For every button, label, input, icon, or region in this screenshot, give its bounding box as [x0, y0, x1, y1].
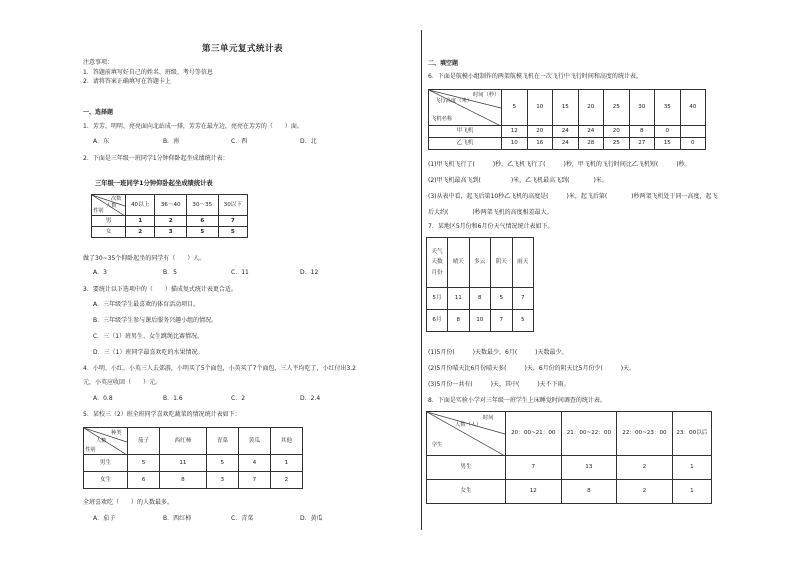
q7-cell: 7	[491, 310, 513, 332]
q8-diag-header	[427, 412, 506, 456]
notes-heading: 注意事项：	[83, 59, 114, 66]
q7-row-label: 5月	[427, 288, 448, 310]
q5-col-header: 其他	[270, 428, 302, 455]
q6-cell: 0	[680, 138, 706, 150]
q8-row-label: 女生	[427, 480, 506, 504]
q8-diag-left: 学生	[432, 442, 443, 448]
q5-row-label: 女生	[84, 472, 128, 489]
q2-col-header: 30～35	[186, 195, 218, 216]
q1-option-a[interactable]: A．东	[93, 138, 110, 145]
q6-diag-top: 时间（秒）	[473, 92, 500, 98]
q5-option-d[interactable]: D．黄瓜	[300, 515, 323, 522]
q5-cell: 7	[238, 472, 270, 489]
q5-option-a[interactable]: A．茄子	[93, 515, 116, 522]
q2-diag-left: 性别	[93, 208, 104, 214]
q8-cell: 1	[672, 456, 711, 480]
section-2-heading: 二、填空题	[428, 60, 459, 67]
page-title: 第三单元复式统计表	[202, 44, 284, 54]
q4-option-b[interactable]: B．1.6	[163, 395, 183, 402]
q2-table	[91, 194, 248, 238]
q6-col-header: 40	[680, 90, 706, 126]
q7-col-header: 雨天	[512, 238, 534, 288]
q6-cell: 24	[553, 126, 579, 138]
q6-fill-3b: 后大约( )秒两架飞机的高度相差最大。	[428, 209, 553, 216]
q4-option-a[interactable]: A．0.8	[93, 395, 113, 402]
q4-text-line2: 元，小英应收回（ ）元。	[83, 379, 162, 386]
q1-option-d[interactable]: D．北	[300, 138, 317, 145]
q2-cell: 7	[218, 216, 247, 227]
q3-option-d[interactable]: D．三（1）班同学最喜欢吃的水果情况。	[93, 349, 204, 356]
q6-col-header: 35	[655, 90, 681, 126]
q7-fill-3: (3)5月份一共有( )天，其中( )天不下雨。	[428, 381, 570, 388]
q8-cell: 1	[672, 480, 711, 504]
q6-cell: 28	[578, 138, 604, 150]
q6-cell: 27	[629, 138, 655, 150]
q6-cell: 24	[553, 138, 579, 150]
q3-option-b[interactable]: B．三年级学生参与课后服务兴趣小组的情况。	[93, 317, 218, 324]
q5-diag-top: 种类	[111, 430, 122, 436]
q7-cell: 11	[448, 288, 470, 310]
q8-col-header: 20：00~21：00	[506, 412, 562, 456]
q8-col-header: 21：00~22：00	[561, 412, 617, 456]
q7-cell: 7	[512, 288, 534, 310]
q5-cell: 6	[128, 472, 160, 489]
q8-diag-mid: 人数（人）	[455, 422, 482, 428]
q2-col-header: 30以下	[218, 195, 247, 216]
q6-table	[428, 89, 706, 150]
q6-cell: 20	[604, 126, 630, 138]
q5-table	[83, 427, 303, 489]
q7-corner-1: 天气	[431, 248, 443, 255]
q2-cell: 3	[155, 227, 187, 238]
q5-option-c[interactable]: C．青菜	[231, 515, 254, 522]
q6-text: 6．下面是航模小组制作的两架航模飞机在一次飞行中飞行时间和高度的统计表。	[428, 73, 642, 80]
q4-option-d[interactable]: D．2.4	[300, 395, 321, 402]
q6-diag-left: 飞机名称	[431, 116, 453, 122]
q5-cell: 1	[270, 455, 302, 472]
q7-row-label: 6月	[427, 310, 448, 332]
q3-option-a[interactable]: A．三年级学生最喜欢的体育活动项目。	[93, 301, 200, 308]
q2-cell: 5	[186, 227, 218, 238]
q5-cell: 5	[128, 455, 160, 472]
q6-cell: 20	[527, 126, 553, 138]
q8-col-header: 22：00~23：00	[617, 412, 673, 456]
q7-text: 7．某地区5月份和6月份天气情况统计表如下。	[428, 223, 554, 230]
q2-option-d[interactable]: D．12	[300, 269, 319, 276]
q6-row-label: 乙飞机	[429, 138, 502, 150]
q5-col-header: 青菜	[206, 428, 238, 455]
q7-cell: 5	[491, 288, 513, 310]
q5-option-b[interactable]: B．西红柿	[163, 515, 192, 522]
q2-cell: 1	[126, 216, 155, 227]
q8-text: 8．下面是实验小学对三年级一班学生上床睡觉时间调查的统计表。	[428, 397, 606, 404]
q3-text: 3．要统计以下选项中的（ ）描成复式统计表更合适。	[83, 286, 237, 293]
q6-cell	[680, 126, 706, 138]
q2-option-c[interactable]: C．11	[231, 269, 249, 276]
q5-cell: 11	[160, 455, 207, 472]
q2-cell: 6	[186, 216, 218, 227]
q6-cell: 15	[655, 138, 681, 150]
q7-fill-1: (1)5月份( )天数最少，6月( )天数最少。	[428, 349, 568, 356]
q2-question: 做了30~35个仰卧起坐的同学有（ ）人。	[83, 255, 206, 262]
q7-corner-2: 天数	[431, 259, 443, 266]
q7-cell: 10	[469, 310, 491, 332]
q2-row-label: 女	[92, 227, 126, 238]
q5-cell: 4	[238, 455, 270, 472]
q6-fill-1: (1)甲飞机飞行了( )秒，乙飞机飞行了( )秒，甲飞机的飞行时间比乙飞机短( )秒。	[428, 161, 691, 168]
column-divider	[421, 30, 422, 530]
q6-col-header: 20	[578, 90, 604, 126]
q8-col-header: 23：00以后	[672, 412, 711, 456]
q8-cell: 2	[617, 480, 673, 504]
q7-col-header: 多云	[469, 238, 491, 288]
notes-line-1: 1．答题前填写好自己的姓名、班级、考号等信息	[83, 69, 213, 76]
q2-col-header: 36～40	[155, 195, 187, 216]
q2-row-label: 男	[92, 216, 126, 227]
q5-col-header: 西红柿	[160, 428, 207, 455]
q6-fill-2: (2)甲飞机最高飞到( )米，乙飞机最高飞到( )米。	[428, 177, 608, 184]
q5-row-label: 男生	[84, 455, 128, 472]
q2-option-b[interactable]: B．5	[163, 269, 177, 276]
section-1-heading: 一、选择题	[83, 109, 114, 116]
q8-table	[426, 411, 712, 504]
q6-cell: 16	[527, 138, 553, 150]
q6-cell: 12	[502, 126, 528, 138]
q2-cell: 5	[218, 227, 247, 238]
q6-col-header: 10	[527, 90, 553, 126]
q6-diag-header	[429, 90, 502, 126]
q2-diag-header	[92, 195, 126, 216]
q5-diag-left: 性别	[85, 447, 96, 453]
q5-cell: 5	[206, 455, 238, 472]
q6-cell: 24	[578, 126, 604, 138]
q2-option-a[interactable]: A．3	[93, 269, 107, 276]
q5-cell: 2	[270, 472, 302, 489]
q6-cell: 8	[629, 126, 655, 138]
q8-cell: 2	[617, 456, 673, 480]
q7-corner-header	[427, 238, 448, 288]
q7-fill-2: (2)5月份晴天比6月份晴天多( )天，6月份的阴天比5月份少( )天。	[428, 365, 636, 372]
q6-col-header: 5	[502, 90, 528, 126]
q5-text: 5．某校三（2）班全班同学喜欢吃蔬菜的情况统计表如下：	[83, 411, 241, 418]
q5-col-header: 黄瓜	[238, 428, 270, 455]
q1-text: 1．芳芳、明明、亮亮面向北站成一排，芳芳在最左边，亮亮在芳芳的（ ）面。	[83, 123, 303, 130]
q2-table-title: 三年级一班同学1分钟仰卧起坐成绩统计表	[95, 180, 213, 187]
q8-row-label: 男生	[427, 456, 506, 480]
q4-option-c[interactable]: C．2	[231, 395, 246, 402]
q7-cell: 5	[512, 310, 534, 332]
q7-cell: 8	[469, 288, 491, 310]
q8-cell: 7	[506, 456, 562, 480]
q5-question: 全班喜欢吃（ ）的人数最多。	[83, 499, 174, 506]
notes-line-2: 2．请将答案正确填写在答题卡上	[83, 78, 171, 85]
q2-diag-top: 次数	[111, 196, 122, 202]
q8-cell: 13	[561, 456, 617, 480]
q6-row-label: 甲飞机	[429, 126, 502, 138]
q6-col-header: 25	[604, 90, 630, 126]
q7-cell: 8	[448, 310, 470, 332]
q2-cell: 2	[155, 216, 187, 227]
q6-diag-mid: 飞行高度（米）	[435, 98, 473, 104]
q7-col-header: 阴天	[491, 238, 513, 288]
q6-col-header: 15	[553, 90, 579, 126]
q3-option-c[interactable]: C．三（1）班男生、女生跳绳比赛情况。	[93, 333, 204, 340]
q6-cell: 10	[502, 138, 528, 150]
q5-diag-header	[84, 428, 128, 455]
q6-cell: 25	[604, 138, 630, 150]
q6-fill-3a: (3)从表中看，起飞后第10秒乙飞机的高度是( )米，起飞后第( )秒两架飞机处于同一高度，起飞	[428, 193, 718, 200]
q2-diag-mid: 人数	[106, 203, 117, 209]
q7-col-header: 晴天	[448, 238, 470, 288]
q6-col-header: 30	[629, 90, 655, 126]
q8-cell: 12	[506, 480, 562, 504]
q5-cell: 8	[160, 472, 207, 489]
q5-diag-mid: 人数	[96, 438, 107, 444]
q2-cell: 2	[126, 227, 155, 238]
q1-option-c[interactable]: C．西	[231, 138, 248, 145]
q5-cell: 3	[206, 472, 238, 489]
q2-col-header: 40以上	[126, 195, 155, 216]
q5-col-header: 茄子	[128, 428, 160, 455]
q8-diag-top: 时间	[483, 415, 494, 421]
q7-table	[426, 237, 534, 332]
q1-option-b[interactable]: B．南	[163, 138, 180, 145]
q2-text: 2．下面是三年级一班同学1分钟仰卧起坐成绩统计表：	[83, 155, 229, 162]
q6-cell: 0	[655, 126, 681, 138]
q4-text-line1: 4．小明、小红、小英三人去郊游，小明买了5个面包，小英买了7个面包，三人平均吃了，小红付出3.2	[83, 365, 356, 372]
q8-cell: 8	[561, 480, 617, 504]
q7-corner-3: 月份	[431, 269, 443, 276]
